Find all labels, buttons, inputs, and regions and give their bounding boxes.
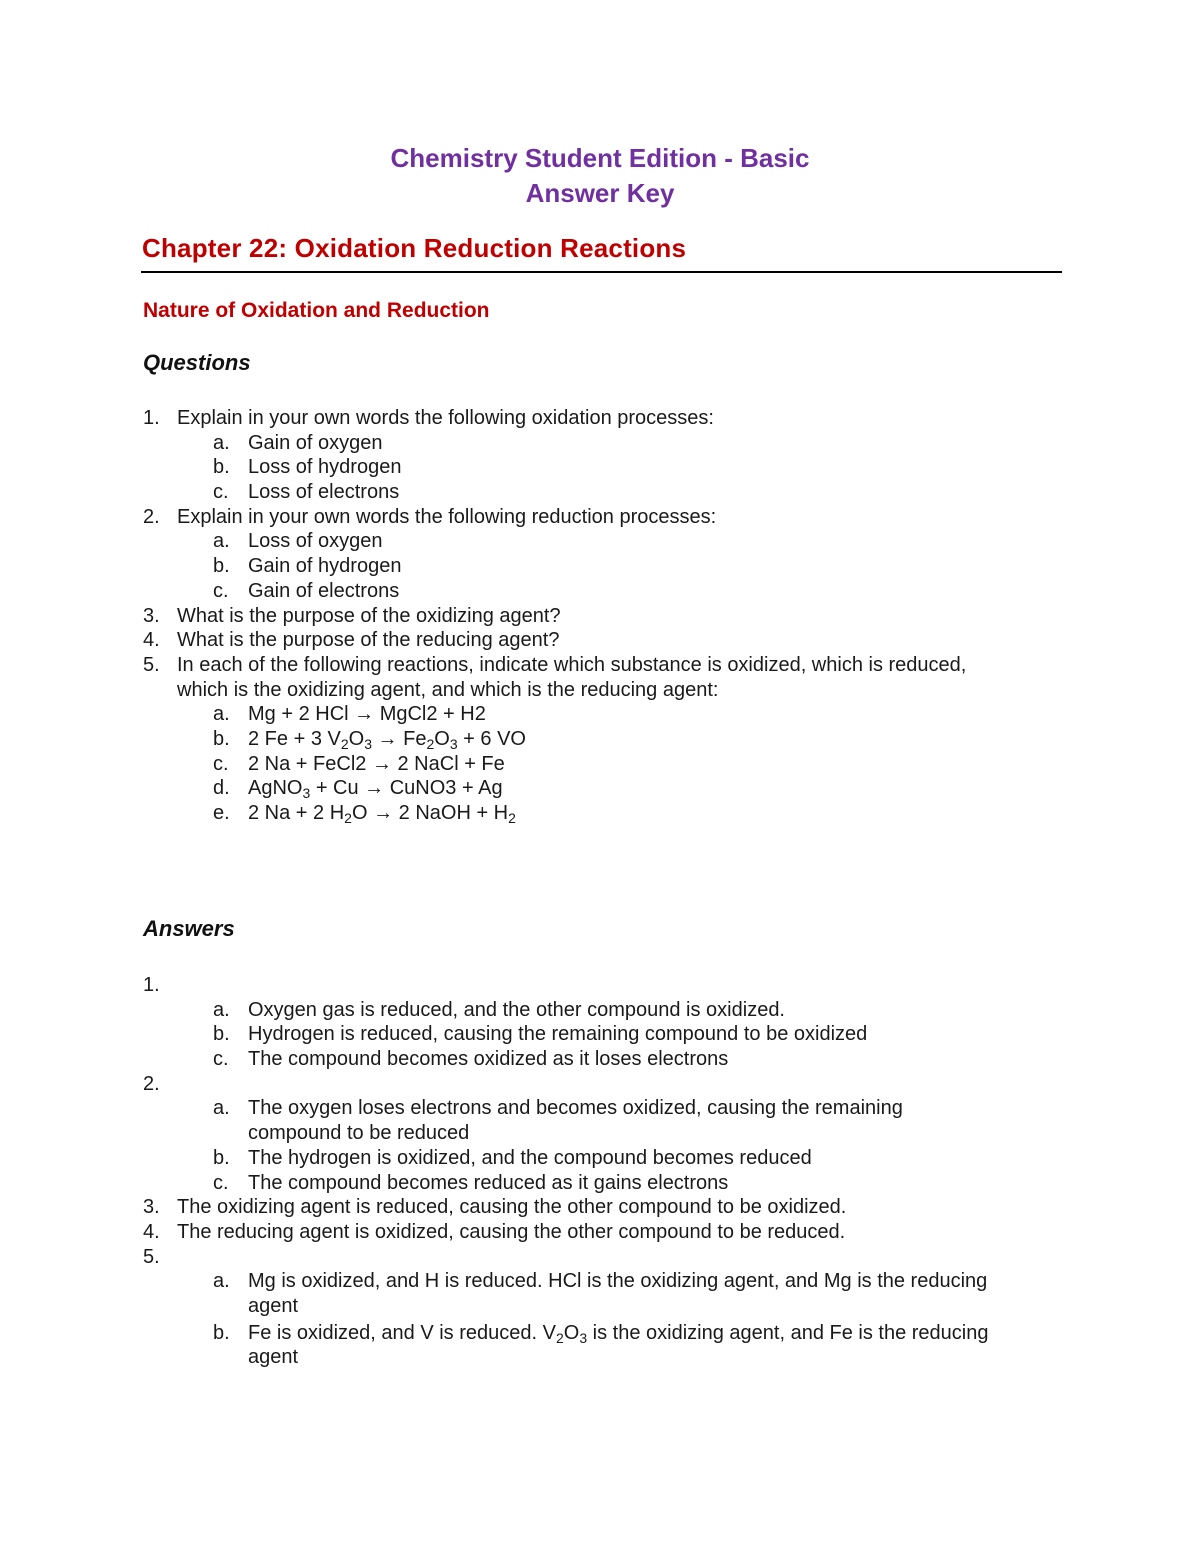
list-subitem xyxy=(0,702,1200,727)
heading-divider xyxy=(141,271,1062,273)
subitem-text: Loss of hydrogen xyxy=(248,456,402,479)
question-text: which is the oxidizing agent, and which is the reducing agent: xyxy=(177,678,719,701)
list-subitem xyxy=(0,801,1200,826)
questions-heading: Questions xyxy=(143,350,251,375)
list-item xyxy=(0,1220,1200,1245)
item-letter: a. xyxy=(213,1270,230,1293)
list-subitem xyxy=(0,752,1200,777)
reaction-equation: 2 Fe + 3 $V_2O_3 \to Fe_2O_3 + 6$ VO xyxy=(248,727,526,752)
answer-text: The oxidizing agent is reduced, causing the other compound to be oxidized. xyxy=(177,1196,847,1219)
title-line-1: Chemistry Student Edition - Basic xyxy=(390,143,810,173)
answers-heading: Answers xyxy=(143,916,235,941)
answer-text: Mg is oxidized, and H is reduced. HCl is the oxidizing agent, and Mg is the reducing xyxy=(248,1270,988,1293)
list-subitem xyxy=(0,1146,1200,1171)
item-letter: b. xyxy=(213,1023,230,1046)
reaction-equation: 2 Na + FeCl2 → 2 NaCl + Fe xyxy=(248,752,505,775)
list-subitem xyxy=(0,431,1200,456)
item-letter: c. xyxy=(213,1048,229,1071)
item-letter: d. xyxy=(213,777,230,800)
item-letter: a. xyxy=(213,998,230,1021)
answer-text: The hydrogen is oxidized, and the compound becomes reduced xyxy=(248,1146,812,1169)
item-number: 1. xyxy=(143,974,160,996)
item-letter: a. xyxy=(213,703,230,726)
section-heading: Nature of Oxidation and Reduction xyxy=(143,299,490,322)
question-text: Explain in your own words the following oxidation processes: xyxy=(177,407,714,429)
list-subitem xyxy=(0,998,1200,1023)
item-letter: a. xyxy=(213,1097,230,1120)
chapter-heading: Chapter 22: Oxidation Reduction Reactions xyxy=(142,233,687,263)
answers-list xyxy=(0,973,1200,1370)
answer-text: Hydrogen is reduced, causing the remaining compound to be oxidized xyxy=(248,1023,868,1046)
list-item xyxy=(0,604,1200,629)
list-item xyxy=(0,505,1200,530)
answer-text: compound to be reduced xyxy=(248,1122,470,1145)
question-text: In each of the following reactions, indicate which substance is oxidized, which is reduced, xyxy=(177,653,967,676)
item-letter: a. xyxy=(213,431,230,454)
reaction-equation: 2 Na + 2 $H_2O \to 2$ NaOH + $H_2$ xyxy=(248,802,516,826)
list-subitem xyxy=(0,1022,1200,1047)
list-subitem-continuation xyxy=(0,1121,1200,1146)
list-subitem xyxy=(0,1047,1200,1072)
list-item xyxy=(0,1245,1200,1270)
title-line-2: Answer Key xyxy=(525,178,675,208)
item-number: 2. xyxy=(143,1072,160,1095)
questions-list xyxy=(0,406,1200,826)
subitem-text: Gain of electrons xyxy=(248,579,400,602)
list-subitem xyxy=(0,1096,1200,1121)
item-letter: c. xyxy=(213,579,229,602)
item-number: 3. xyxy=(143,1196,160,1219)
subitem-text: Loss of oxygen xyxy=(248,530,383,553)
item-letter: b. xyxy=(213,456,230,479)
list-item xyxy=(0,406,1200,431)
document-title xyxy=(0,141,1200,211)
item-letter: c. xyxy=(213,1171,229,1194)
list-item xyxy=(0,1195,1200,1220)
item-letter: c. xyxy=(213,752,229,775)
item-letter: e. xyxy=(213,802,230,824)
list-subitem xyxy=(0,579,1200,604)
item-letter: b. xyxy=(213,1321,230,1344)
subitem-text: Loss of electrons xyxy=(248,481,400,504)
list-subitem-continuation xyxy=(0,1345,1200,1370)
answer-text: agent xyxy=(248,1294,299,1317)
list-subitem xyxy=(0,554,1200,579)
list-subitem xyxy=(0,455,1200,480)
item-number: 3. xyxy=(143,604,160,627)
subitem-text: Gain of oxygen xyxy=(248,431,383,454)
item-number: 1. xyxy=(143,407,160,429)
item-number: 5. xyxy=(143,1245,160,1268)
question-text: What is the purpose of the reducing agent? xyxy=(177,629,560,652)
list-subitem xyxy=(0,1171,1200,1196)
list-subitem xyxy=(0,480,1200,505)
list-subitem-continuation xyxy=(0,1294,1200,1319)
list-item xyxy=(0,653,1200,678)
answer-text: Oxygen gas is reduced, and the other compound is oxidized. xyxy=(248,998,785,1021)
item-letter: b. xyxy=(213,727,230,750)
subitem-text: Gain of hydrogen xyxy=(248,555,402,578)
answer-text: The oxygen loses electrons and becomes oxidized, causing the remaining xyxy=(248,1097,903,1120)
item-number: 2. xyxy=(143,505,160,528)
list-subitem xyxy=(0,1321,1200,1346)
answer-text: The reducing agent is oxidized, causing the other compound to be reduced. xyxy=(177,1220,846,1243)
reaction-equation: AgNO$_3$ + Cu → CuNO3 + Ag xyxy=(248,777,503,802)
answer-text: The compound becomes reduced as it gains electrons xyxy=(248,1171,729,1194)
item-letter: b. xyxy=(213,555,230,578)
item-letter: a. xyxy=(213,530,230,553)
list-subitem xyxy=(0,776,1200,801)
list-subitem xyxy=(0,727,1200,752)
reaction-equation: Mg + 2 HCl → MgCl2 + H2 xyxy=(248,703,486,726)
list-item xyxy=(0,628,1200,653)
list-item-continuation xyxy=(0,678,1200,703)
list-item xyxy=(0,1072,1200,1097)
answer-text: The compound becomes oxidized as it loses electrons xyxy=(248,1048,729,1071)
answer-text: agent xyxy=(248,1346,299,1369)
item-number: 4. xyxy=(143,629,160,652)
question-text: Explain in your own words the following reduction processes: xyxy=(177,505,717,528)
item-number: 5. xyxy=(143,653,160,676)
question-text: What is the purpose of the oxidizing agent? xyxy=(177,604,561,627)
list-subitem xyxy=(0,1269,1200,1294)
answer-text: Fe is oxidized, and V is reduced. $V_2O_3$ is the oxidizing agent, and Fe is the reducing xyxy=(248,1321,989,1346)
list-subitem xyxy=(0,529,1200,554)
item-number: 4. xyxy=(143,1220,160,1243)
item-letter: b. xyxy=(213,1146,230,1169)
list-item xyxy=(0,973,1200,998)
item-letter: c. xyxy=(213,481,229,504)
